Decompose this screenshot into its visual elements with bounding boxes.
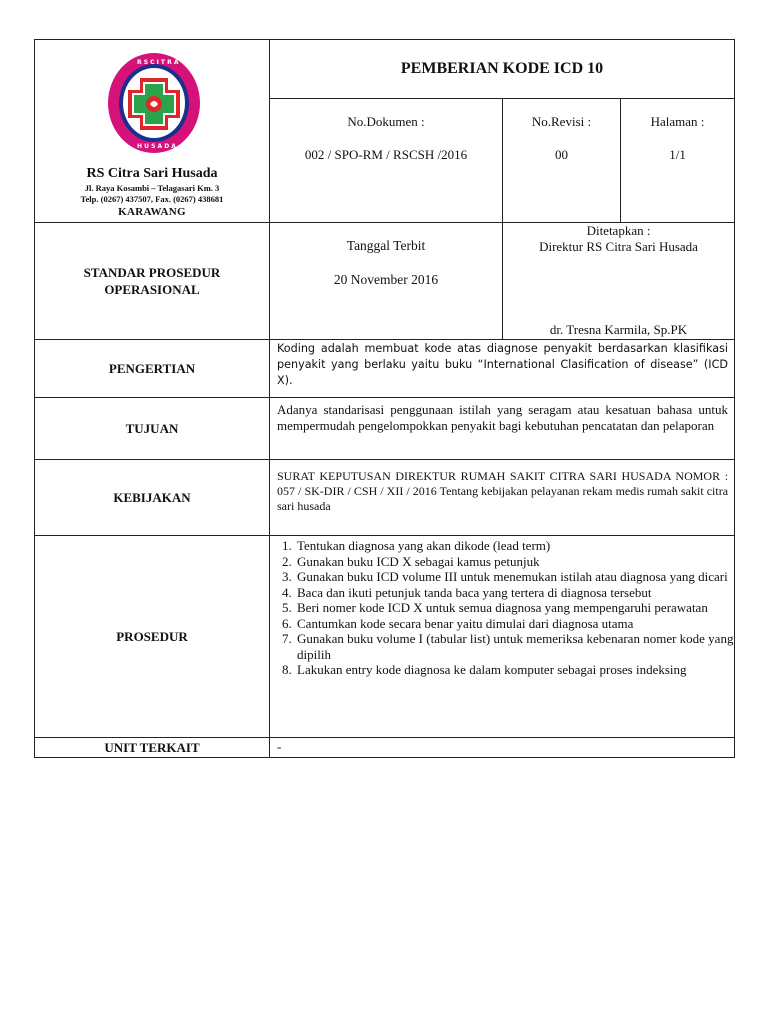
sop-table: [34, 39, 735, 758]
hospital-identity-cell: [35, 40, 270, 223]
issue-date-label: Tanggal Terbit: [346, 238, 426, 253]
pengertian-label: PENGERTIAN: [35, 340, 270, 398]
prosedur-step: 8. Lakukan entry kode diagnosa ke dalam komputer sebagai proses indeksing: [295, 662, 734, 678]
prosedur-step: 3. Gunakan buku ICD volume III untuk menemukan istilah atau diagnosa yang dicari: [295, 569, 734, 585]
prosedur-step: 2. Gunakan buku ICD X sebagai kamus petunjuk: [295, 554, 734, 570]
doc-number-value: 002 / SPO-RM / RSCSH /2016: [304, 147, 468, 163]
sop-label-line2: OPERASIONAL: [104, 282, 200, 297]
sop-document: [34, 39, 734, 758]
svg-text:H U S A D A: H U S A D A: [137, 143, 176, 150]
page-cell: [621, 99, 735, 223]
page-label: Halaman :: [650, 114, 705, 130]
prosedur-cell: [270, 536, 735, 738]
page-value: 1/1: [669, 147, 686, 163]
pengertian-text: Koding adalah membuat kode atas diagnose penyakit berdasarkan klasifikasi penyakit yang berlaku yaitu buku “International Clasification of disease” (ICD X).: [270, 340, 735, 398]
sop-label-cell: [35, 223, 270, 340]
hospital-address-block: [35, 183, 269, 205]
kebijakan-text: SURAT KEPUTUSAN DIREKTUR RUMAH SAKIT CITRA SARI HUSADA NOMOR : 057 / SK-DIR / CSH / XII / 2016 Tentang kebijakan pelayanan rekam medis rumah sakit citra sari husada: [270, 460, 735, 536]
approval-cell: [503, 223, 735, 340]
sop-label-line1: STANDAR PROSEDUR: [83, 265, 221, 280]
prosedur-step: 6. Cantumkan kode secara benar yaitu dimulai dari diagnosa utama: [295, 616, 734, 632]
tujuan-label: TUJUAN: [35, 398, 270, 460]
prosedur-step: 7. Gunakan buku volume I (tabular list) untuk memeriksa kebenaran nomer kode yang dipilih: [295, 631, 734, 662]
hospital-city: KARAWANG: [118, 206, 186, 218]
approval-by: Direktur RS Citra Sari Husada: [539, 239, 698, 254]
unit-terkait-value: -: [270, 738, 735, 758]
hospital-logo: [107, 52, 201, 154]
doc-number-label: No.Dokumen :: [347, 114, 425, 130]
prosedur-label: PROSEDUR: [35, 536, 270, 738]
svg-text:R S C I T R A: R S C I T R A: [137, 59, 179, 66]
issue-date-value: 20 November 2016: [333, 272, 439, 287]
unit-terkait-label: UNIT TERKAIT: [35, 738, 270, 758]
revision-value: 00: [555, 147, 568, 163]
tujuan-text: Adanya standarisasi penggunaan istilah yang seragam atau kesatuan bahasa untuk mempermudah pengelompokkan penyakit bagi kebutuhan pencatatan dan pelaporan: [270, 398, 735, 460]
signatory-name: dr. Tresna Karmila, Sp.PK: [549, 322, 688, 337]
hospital-address: Jl. Raya Kosambi – Telagasari Km. 3: [84, 183, 220, 193]
kebijakan-label: KEBIJAKAN: [35, 460, 270, 536]
prosedur-steps: [270, 538, 734, 678]
issue-date-cell: [270, 223, 503, 340]
revision-label: No.Revisi :: [531, 114, 592, 130]
hospital-name: RS Citra Sari Husada: [86, 166, 218, 181]
doc-number-cell: [270, 99, 503, 223]
document-title: PEMBERIAN KODE ICD 10: [270, 40, 735, 99]
approval-label: Ditetapkan :: [586, 223, 651, 238]
prosedur-step: 4. Baca dan ikuti petunjuk tanda baca yang tertera di diagnosa tersebut: [295, 585, 734, 601]
hospital-logo-icon: [107, 52, 201, 154]
prosedur-step: 5. Beri nomer kode ICD X untuk semua diagnosa yang mempengaruhi perawatan: [295, 600, 734, 616]
hospital-phone: Telp. (0267) 437507, Fax. (0267) 438681: [80, 194, 224, 204]
prosedur-step: 1. Tentukan diagnosa yang akan dikode (lead term): [295, 538, 734, 554]
revision-cell: [503, 99, 621, 223]
